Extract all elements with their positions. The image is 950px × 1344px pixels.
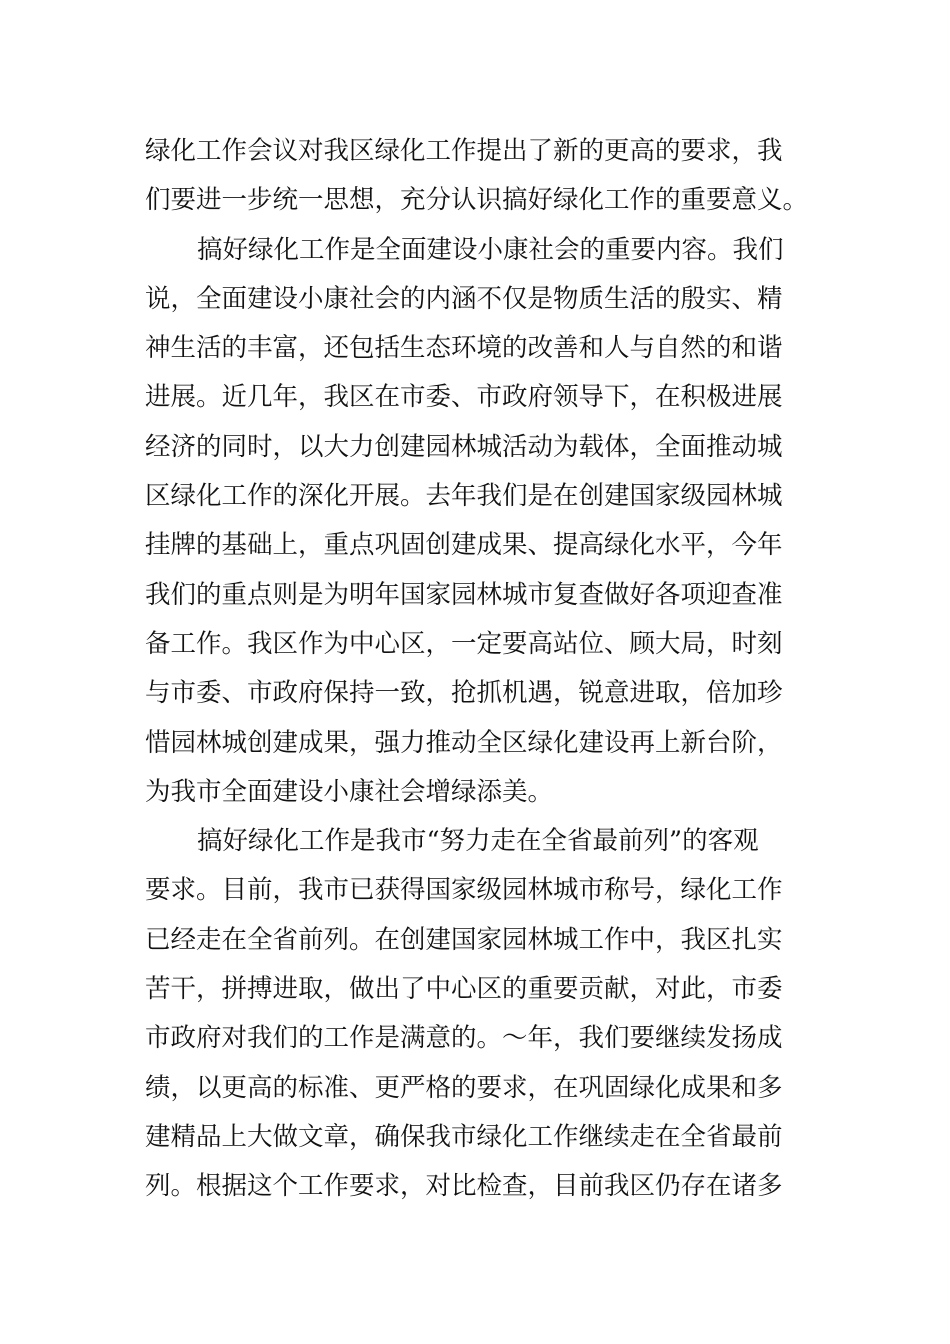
text-line: 我们的重点则是为明年国家园林城市复查做好各项迎查准 xyxy=(145,579,783,610)
text-line: 与市委、市政府保持一致，抢抓机遇，锐意进取，倍加珍 xyxy=(145,678,783,709)
text-line: 进展。近几年，我区在市委、市政府领导下，在积极进展 xyxy=(145,382,783,413)
text-line: 神生活的丰富，还包括生态环境的改善和人与自然的和谐 xyxy=(145,333,783,364)
text-line: 备工作。我区作为中心区，一定要高站位、顾大局，时刻 xyxy=(145,628,783,659)
text-line: 挂牌的基础上，重点巩固创建成果、提高绿化水平，今年 xyxy=(145,530,783,561)
text-line: 市政府对我们的工作是满意的。～年，我们要继续发扬成 xyxy=(145,1023,783,1054)
text-line: 为我市全面建设小康社会增绿添美。 xyxy=(145,776,554,807)
text-line: 经济的同时，以大力创建园林城活动为载体，全面推动城 xyxy=(145,431,783,462)
paragraph-start-line: 搞好绿化工作是全面建设小康社会的重要内容。我们 xyxy=(197,234,784,265)
text-line: 绩，以更高的标准、更严格的要求，在巩固绿化成果和多 xyxy=(145,1072,783,1103)
text-line: 区绿化工作的深化开展。去年我们是在创建国家级园林城 xyxy=(145,481,783,512)
text-line: 绿化工作会议对我区绿化工作提出了新的更高的要求，我 xyxy=(145,136,783,166)
document-body xyxy=(145,127,810,1212)
text-line: 们要进一步统一思想，充分认识搞好绿化工作的重要意义。 xyxy=(145,185,809,216)
text-line: 列。根据这个工作要求，对比检查，目前我区仍存在诸多 xyxy=(145,1171,783,1202)
text-line: 苦干，拼搏进取，做出了中心区的重要贡献，对此，市委 xyxy=(145,974,783,1005)
text-line: 建精品上大做文章，确保我市绿化工作继续走在全省最前 xyxy=(145,1121,783,1152)
text-line: 说，全面建设小康社会的内涵不仅是物质生活的殷实、精 xyxy=(145,283,783,314)
paragraph-start-line: 搞好绿化工作是我市“努力走在全省最前列”的客观 xyxy=(197,826,759,857)
text-line: 已经走在全省前列。在创建国家园林城工作中，我区扎实 xyxy=(145,924,783,955)
text-line: 惜园林城创建成果，强力推动全区绿化建设再上新台阶， xyxy=(145,727,783,758)
text-line: 要求。目前，我市已获得国家级园林城市称号，绿化工作 xyxy=(145,875,783,906)
